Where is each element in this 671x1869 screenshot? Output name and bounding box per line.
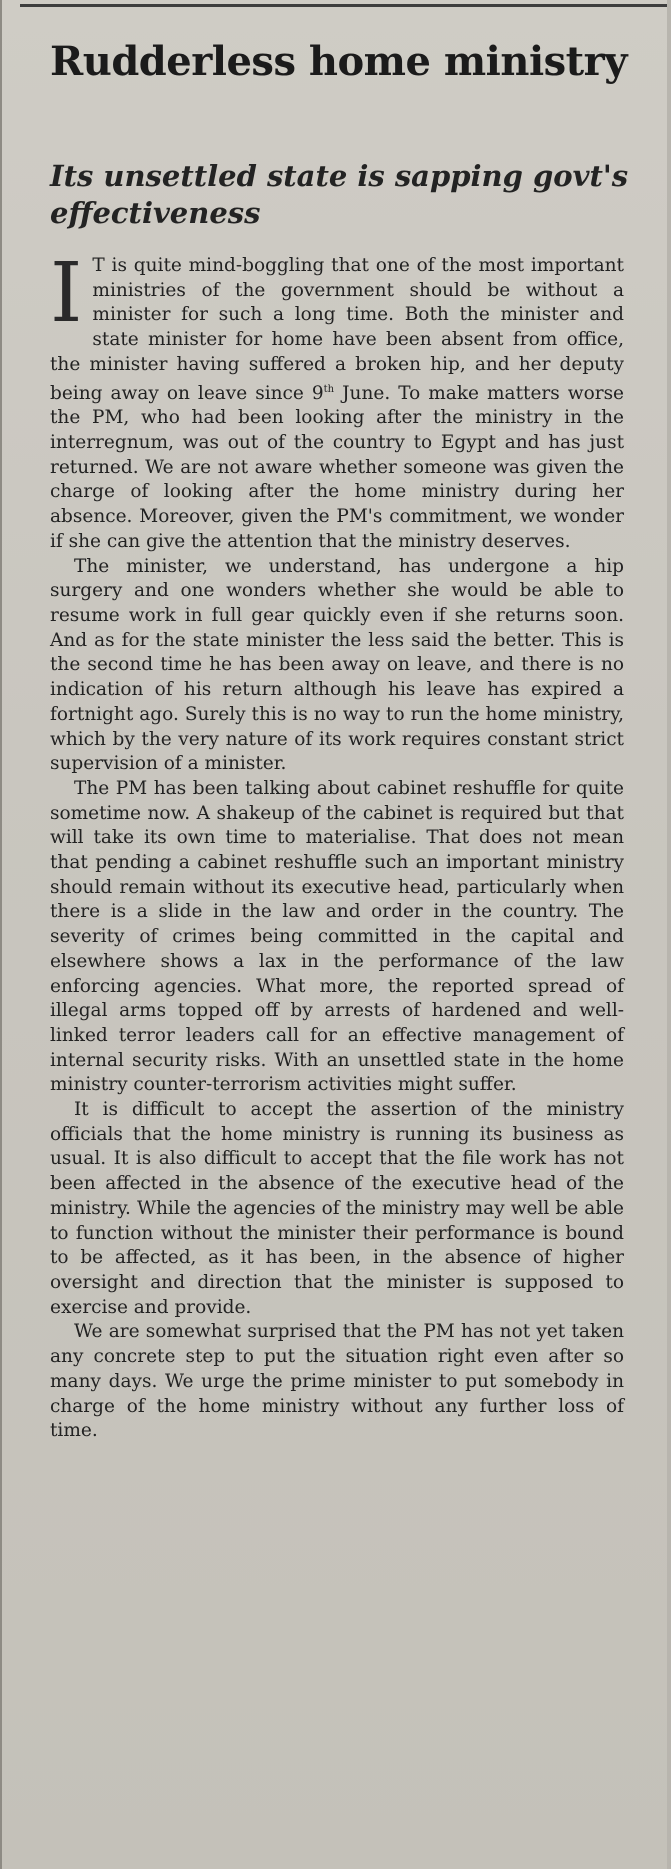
article-body (50, 246, 625, 1444)
paragraph-1-text-end: June. To make matters worse the PM, who had been looking after the ministry in the interregnum, was out of the country to Egypt and has just returned. We are not aware whether someone was given the charge of looking after the home ministry during her absence. Moreover, given the PM's commitment, we wonder if she can give the attention that the ministry deserves. (50, 382, 625, 552)
subheadline: Its unsettled state is sapping govt's effectiveness (50, 159, 629, 230)
paragraph-2: The minister, we understand, has undergone a hip surgery and one wonders whether she would be able to resume work in full gear quickly even if she returns soon. And as for the state minister the less said the better. This is the second time he has been away on leave, and there is no indication of his return although his leave has expired a fortnight ago. Surely this is no way to run the home ministry, which by the very nature of its work requires constant strict supervision of a minister. (50, 555, 624, 775)
paragraph-3: The PM has been talking about cabinet reshuffle for quite sometime now. A shakeup of the cabinet is required but that will take its own time to materialise. That does not mean that pending a cabinet reshuffle such an important ministry should remain without its executive head, particularly when there is a slide in the law and order in the country. The severity of crimes being committed in the capital and elsewhere shows a lax in the performance of the law enforcing agencies. What more, the reported spread of illegal arms topped off by arrests of hardened and well-linked terror leaders call for an effective management of internal security risks. With an unsettled state in the home ministry counter-terrorism activities might suffer. (50, 777, 624, 1096)
paragraph-1 (50, 246, 625, 555)
drop-cap: I (50, 246, 83, 341)
headline: Rudderless home ministry (50, 38, 627, 85)
paragraph-1-text: T is quite mind-boggling that one of the most important ministries of the government should be without a minister for such a long time. Both the minister and state minister for home have been absent from office, the minister having suffered a broken hip, and her deputy being away on leave since 9 (50, 255, 624, 404)
top-rule (20, 4, 671, 7)
paragraph-5: We are somewhat surprised that the PM has not yet taken any concrete step to put the situation right even after so many days. We urge the prime minister to put somebody in charge of the home ministry without any further loss of time. (50, 1321, 624, 1442)
page-edge (667, 0, 671, 1869)
ordinal-suffix: th (323, 383, 335, 395)
paragraph-4: It is difficult to accept the assertion of the ministry officials that the home ministry is running its business as usual. It is also difficult to accept that the file work has not been affected in the absence of the executive head of the ministry. While the agencies of the ministry may well be able to function without the minister their performance is bound to be affected, as it has been, in the absence of higher oversight and direction that the minister is supposed to exercise and provide. (50, 1099, 624, 1318)
